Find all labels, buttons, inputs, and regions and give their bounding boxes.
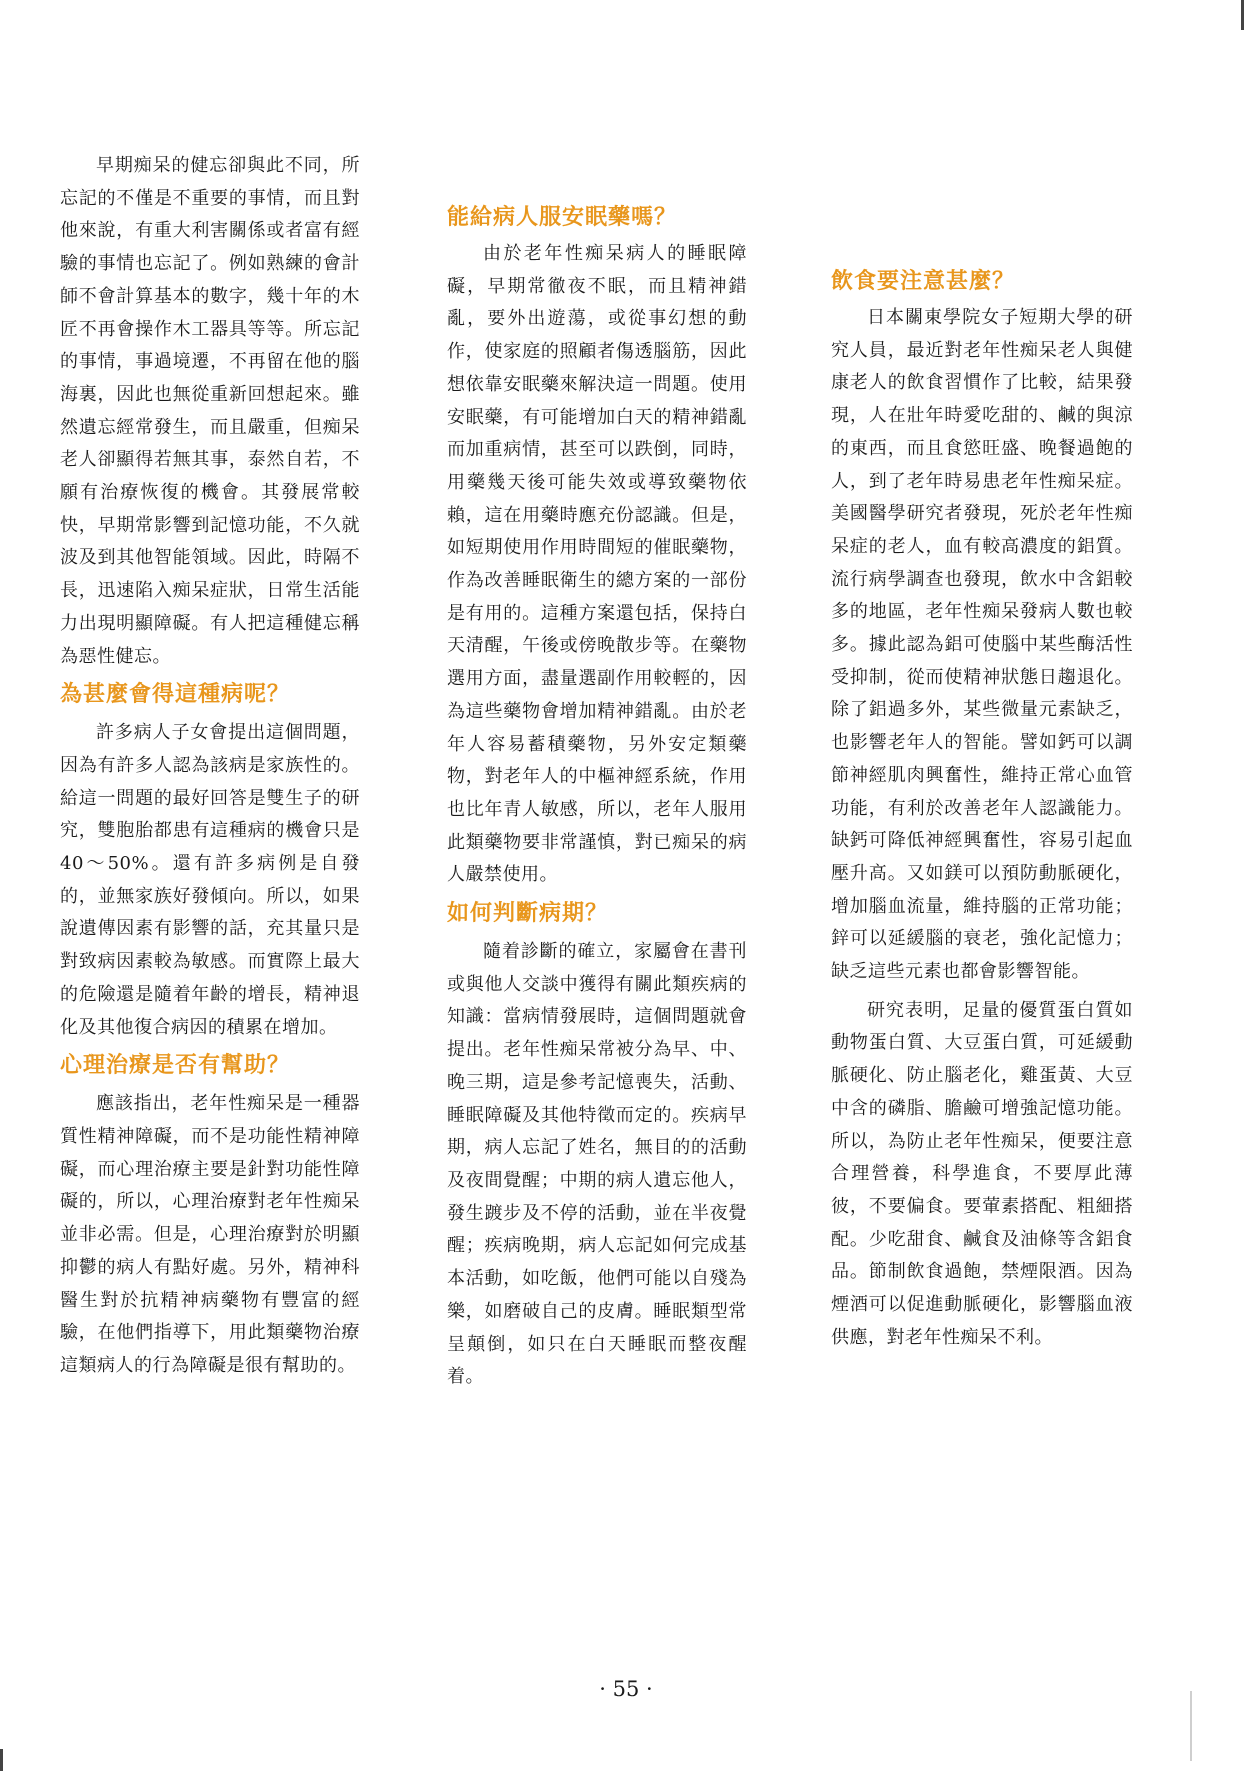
page-number: · 55 · (599, 1677, 653, 1701)
paragraph-nutrition: 研究表明，足量的優質蛋白質如動物蛋白質、大豆蛋白質，可延緩動脈硬化、防止腦老化，雞蛋黃、大豆中含的磷脂、膽鹼可增強記憶功能。所以，為防止老年性痴呆，便要注意合理營養，科學進食，不要厚此薄彼，不要偏食。要葷素搭配、粗細搭配。少吃甜食、鹹食及油條等含鋁食品。節制飲食過飽，禁煙限酒。因為煙酒可以促進動脈硬化，影響腦血液供應，對老年性痴呆不利。 (831, 999, 1133, 1348)
paragraph-disease-stage: 隨着診斷的確立，家屬會在書刊或與他人交談中獲得有關此類疾病的知識：當病情發展時，這個問題就會提出。老年性痴呆常被分為早、中、晚三期，這是參考記憶喪失，活動、睡眠障礙及其他特徵而定的。疾病早期，病人忘記了姓名，無目的的活動及夜間覺醒；中期的病人遺忘他人，發生踱步及不停的活動，並在半夜覺醒；疾病晚期，病人忘記如何完成基本活動，如吃飯，他們可能以自殘為樂，如磨破自己的皮膚。睡眠類型常呈顛倒，如只在白天睡眠而整夜醒着。 (447, 941, 747, 1388)
scan-fold-line (1190, 1691, 1192, 1761)
scan-edge-mark (1241, 0, 1244, 30)
column-middle (447, 205, 747, 1394)
column-left (60, 150, 360, 1383)
heading-cause: 為甚麼會得這種病呢？ (60, 682, 291, 708)
paragraph-psychotherapy: 應該指出，老年性痴呆是一種器質性精神障礙，而不是功能性精神障礙，而心理治療主要是針對功能性障礙的，所以，心理治療對老年性痴呆並非必需。但是，心理治療對於明顯抑鬱的病人有點好處。另外，精神科醫生對於抗精神病藥物有豐富的經驗，在他們指導下，用此類藥物治療這類病人的行為障礙是很有幫助的。 (60, 1093, 360, 1376)
paragraph-sleeping-pills: 由於老年性痴呆病人的睡眠障礙，早期常徹夜不眠，而且精神錯亂，要外出遊蕩，或從事幻想的動作，使家庭的照顧者傷透腦筋，因此想依靠安眠藥來解決這一問題。使用安眠藥，有可能增加白天的精神錯亂而加重病情，甚至可以跌倒，同時，用藥幾天後可能失效或導致藥物依賴，這在用藥時應充份認識。但是，如短期使用作用時間短的催眠藥物，作為改善睡眠衛生的總方案的一部份是有用的。這種方案還包括，保持白天清醒，午後或傍晚散步等。在藥物選用方面，盡量選副作用較輕的，因為這些藥物會增加精神錯亂。由於老年人容易蓄積藥物，另外安定類藥物，對老年人的中樞神經系統，作用也比年青人敏感，所以，老年人服用此類藥物要非常謹慎，對已痴呆的病人嚴禁使用。 (447, 243, 747, 886)
paragraph-diet: 日本關東學院女子短期大學的研究人員，最近對老年性痴呆老人與健康老人的飲食習慣作了比較，結果發現，人在壯年時愛吃甜的、鹹的與涼的東西，而且食慾旺盛、晚餐過飽的人，到了老年時易患老年性痴呆症。美國醫學研究者發現，死於老年性痴呆症的老人，血有較高濃度的鋁質。流行病學調查也發現，飲水中含鋁較多的地區，老年性痴呆發病人數也較多。據此認為鋁可使腦中某些酶活性受抑制，從而使精神狀態日趨退化。除了鋁過多外，某些微量元素缺乏，也影響老年人的智能。譬如鈣可以調節神經肌肉興奮性，維持正常心血管功能，有利於改善老年人認識能力。缺鈣可降低神經興奮性，容易引起血壓升高。又如鎂可以預防動脈硬化，增加腦血流量，維持腦的正常功能；鋅可以延緩腦的衰老，強化記憶力；缺乏這些元素也都會影響智能。 (831, 307, 1133, 983)
heading-diet: 飲食要注意甚麼？ (831, 269, 1016, 294)
heading-sleeping-pills: 能給病人服安眠藥嗎？ (447, 205, 678, 230)
heading-psychotherapy: 心理治療是否有幫助？ (60, 1053, 291, 1079)
paragraph-cause: 許多病人子女會提出這個問題，因為有許多人認為該病是家族性的。給這一問題的最好回答是雙生子的研究，雙胞胎都患有這種病的機會只是40～50%。還有許多病例是自發的，並無家族好發傾向。所以，如果說遺傳因素有影響的話，充其量只是對致病因素較為敏感。而實際上最大的危險還是隨着年齡的增長，精神退化及其他復合病因的積累在增加。 (60, 722, 360, 1038)
column-right (831, 269, 1133, 1355)
scan-edge-mark (0, 1749, 3, 1771)
heading-disease-stage: 如何判斷病期？ (447, 901, 609, 927)
paragraph-forgetfulness: 早期痴呆的健忘卻與此不同，所忘記的不僅是不重要的事情，而且對他來說，有重大利害關係或者富有經驗的事情也忘記了。例如熟練的會計師不會計算基本的數字，幾十年的木匠不再會操作木工器具等等。所忘記的事情，事過境遷，不再留在他的腦海裏，因此也無從重新回想起來。雖然遺忘經常發生，而且嚴重，但痴呆老人卻顯得若無其事，泰然自若，不願有治療恢復的機會。其發展常較快，早期常影響到記憶功能，不久就波及到其他智能領域。因此，時隔不長，迅速陷入痴呆症狀，日常生活能力出現明顯障礙。有人把這種健忘稱為惡性健忘。 (60, 155, 360, 667)
